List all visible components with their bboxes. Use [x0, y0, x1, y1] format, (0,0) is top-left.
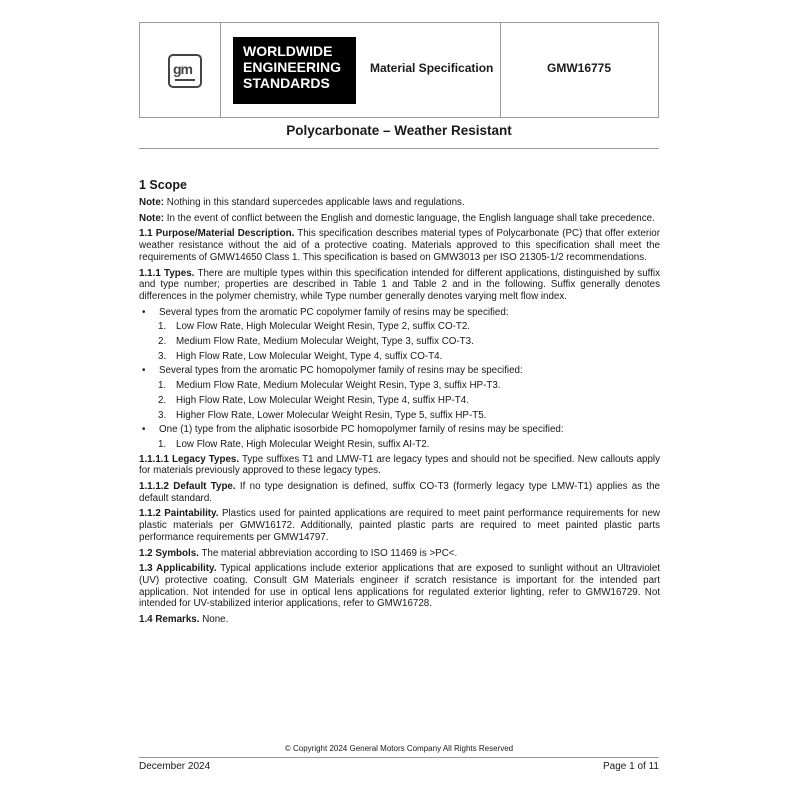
note-language — [139, 213, 660, 225]
bullet-item — [139, 365, 660, 377]
bullet-item — [139, 307, 660, 319]
footer-date: December 2024 — [139, 761, 211, 772]
bullet-text: One (1) type from the aliphatic isosorbide PC homopolymer family of resins may be specified: — [159, 424, 564, 436]
symbols-paragraph — [139, 548, 660, 560]
para-label: Note: — [139, 212, 165, 224]
numbered-list — [139, 439, 660, 451]
para-text: This specification describes material types of Polycarbonate (PC) that offer exterior weather resistance without the aid of a protective coating. Materials approved to this specification shall meet the requirements of GMW14650 Class 1. This specification is based on GMW3013 per ISO 21305-1/2 recommendations. — [139, 228, 661, 263]
para-text: None. — [199, 614, 229, 626]
bullet-text: Several types from the aromatic PC homopolymer family of resins may be specified: — [159, 365, 523, 377]
header-divider — [220, 23, 221, 117]
title-rule — [139, 148, 659, 149]
list-item — [139, 321, 660, 333]
copyright-notice: © Copyright 2024 General Motors Company All Rights Reserved — [284, 744, 514, 753]
list-text: Medium Flow Rate, Medium Molecular Weight, Type 3, suffix CO-T3. — [176, 336, 474, 348]
bullet-dot: • — [142, 424, 146, 436]
page-number: Page 1 of 11 — [603, 761, 659, 772]
list-number: 3. — [158, 409, 167, 421]
bullet-item — [139, 424, 660, 436]
wes-line: WORLDWIDE — [243, 43, 333, 59]
para-text: The material abbreviation according to ISO 11469 is >PC<. — [198, 547, 458, 559]
list-text: Low Flow Rate, High Molecular Weight Resin, Type 2, suffix CO-T2. — [176, 321, 471, 333]
spec-type-label: Material Specification — [370, 61, 494, 75]
para-label: 1.2 Symbols. — [139, 547, 199, 559]
list-number: 1. — [158, 321, 167, 333]
wes-line: ENGINEERING — [243, 59, 342, 75]
list-text: Medium Flow Rate, Medium Molecular Weight Resin, Type 3, suffix HP-T3. — [176, 380, 501, 392]
list-item — [139, 410, 660, 422]
gm-logo-text: gm — [173, 61, 192, 77]
types-paragraph — [139, 268, 660, 303]
para-label: 1.1.1.2 Default Type. — [139, 481, 236, 493]
wes-line: STANDARDS — [243, 75, 330, 91]
list-item — [139, 439, 660, 451]
list-number: 1. — [158, 380, 167, 392]
list-text: High Flow Rate, Low Molecular Weight, Type 4, suffix CO-T4. — [176, 350, 443, 362]
spec-number: GMW16775 — [546, 61, 612, 75]
list-text: Low Flow Rate, High Molecular Weight Resin, suffix AI-T2. — [176, 438, 430, 450]
applicability-paragraph — [139, 563, 660, 610]
document-title: Polycarbonate – Weather Resistant — [286, 123, 512, 138]
para-label: Note: — [139, 197, 165, 208]
scope-section — [139, 178, 660, 630]
remarks-paragraph — [139, 614, 660, 626]
para-label: 1.3 Applicability. — [139, 563, 217, 575]
note-supercede — [139, 197, 660, 209]
para-label: 1.4 Remarks. — [139, 614, 200, 626]
para-text: In the event of conflict between the English and domestic language, the English language shall take precedence. — [164, 212, 655, 224]
list-text: High Flow Rate, Low Molecular Weight Resin, Type 4, suffix HP-T4. — [176, 394, 469, 406]
para-label: 1.1.2 Paintability. — [139, 508, 219, 520]
list-item — [139, 336, 660, 348]
para-label: 1.1.1 Types. — [139, 267, 195, 279]
paintability-paragraph — [139, 508, 660, 543]
list-item — [139, 395, 660, 407]
list-item — [139, 351, 660, 363]
header-box — [139, 22, 659, 118]
legacy-types-paragraph — [139, 454, 660, 477]
para-label: 1.1 Purpose/Material Description. — [139, 228, 295, 240]
list-number: 1. — [158, 438, 167, 450]
numbered-list — [139, 380, 660, 421]
list-number: 2. — [158, 336, 167, 348]
gm-logo-underline — [175, 79, 195, 81]
purpose-paragraph — [139, 228, 660, 263]
para-label: 1.1.1.1 Legacy Types. — [139, 453, 240, 465]
para-text: Plastics used for painted applications are required to meet paint performance requirements for new plastic materials per GMW16172. Additionally, painted plastic parts are required to meet painted plastic parts performance requirements per GMW14797. — [139, 508, 660, 543]
para-text: There are multiple types within this specification intended for different applications, distinguished by suffix and type number; properties are described in Table 1 and Table 2 and in the following. Suffix generally denotes differences in the polymer chemistry, while Type number generally denotes varying melt flow index. — [139, 267, 660, 302]
list-number: 3. — [158, 350, 167, 362]
para-text: Nothing in this standard supercedes applicable laws and regulations. — [164, 197, 465, 208]
gm-logo — [168, 54, 202, 88]
worldwide-engineering-standards-badge — [233, 37, 356, 104]
section-heading: 1 Scope — [139, 178, 187, 192]
list-item — [139, 380, 660, 392]
para-text: Typical applications include exterior applications that are exposed to sunlight without an Ultraviolet (UV) protective coating. Consult GM Materials engineer if scratch resistance is important for the intended part application. Not intended for use in optical lens applications for regulated exterior lighting, refer to GMW16729. Not intended for UV-stabilized interior applications, refer to GMW16728. — [139, 563, 660, 610]
bullet-dot: • — [142, 365, 146, 377]
para-text: If no type designation is defined, suffix CO-T3 (formerly legacy type LMW-T1) applies as the default standard. — [139, 481, 661, 504]
list-number: 2. — [158, 394, 167, 406]
bullet-text: Several types from the aromatic PC copolymer family of resins may be specified: — [159, 306, 509, 318]
numbered-list — [139, 321, 660, 362]
para-text: Type suffixes T1 and LMW-T1 are legacy types and should not be specified. New callouts apply for materials previously approved to these legacy types. — [139, 453, 660, 477]
default-type-paragraph — [139, 481, 660, 504]
bullet-dot: • — [142, 306, 146, 318]
list-text: Higher Flow Rate, Lower Molecular Weight Resin, Type 5, suffix HP-T5. — [176, 409, 487, 421]
footer-rule — [139, 757, 659, 758]
